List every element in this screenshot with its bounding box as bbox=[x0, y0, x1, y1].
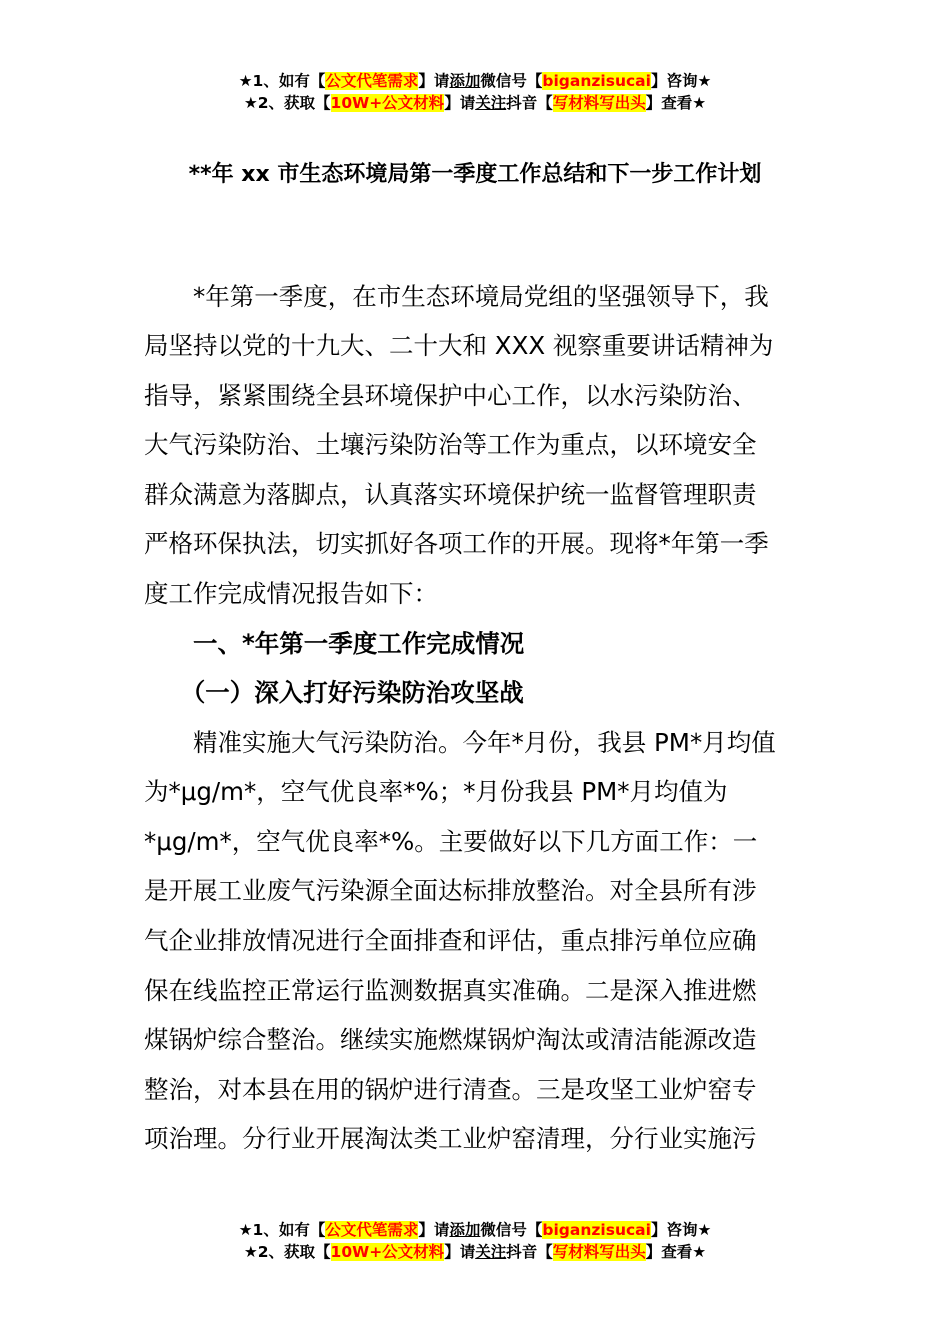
header-notice-line-1 bbox=[0, 70, 950, 92]
subsection-heading-1: （一）深入打好污染防治攻坚战 bbox=[144, 678, 524, 707]
wechat-id-highlight: biganzisucai bbox=[542, 72, 651, 90]
body-line: 精准实施大气污染防治。今年*月份，我县 PM*月均值 bbox=[144, 728, 776, 757]
notice-highlight: 10W+公文材料 bbox=[330, 1243, 445, 1261]
notice-highlight: 公文代笔需求 bbox=[325, 1221, 419, 1239]
body-line: 是开展工业废气污染源全面达标排放整治。对全县所有涉 bbox=[144, 876, 757, 905]
douyin-id-highlight: 写材料写出头 bbox=[552, 94, 646, 112]
notice-text: ★1、如有【 bbox=[238, 1221, 326, 1239]
footer-notice-line-1 bbox=[0, 1219, 950, 1241]
notice-text: ★2、获取【 bbox=[243, 94, 331, 112]
section-heading-1: 一、*年第一季度工作完成情况 bbox=[144, 629, 525, 658]
douyin-id-highlight: 写材料写出头 bbox=[552, 1243, 646, 1261]
body-line: *μg/m*，空气优良率*%。主要做好以下几方面工作：一 bbox=[144, 827, 758, 856]
notice-text: 】咨询★ bbox=[650, 1221, 712, 1239]
body-line: 整治，对本县在用的锅炉进行清查。三是攻坚工业炉窑专 bbox=[144, 1075, 757, 1104]
body-line: 大气污染防治、土壤污染防治等工作为重点，以环境安全 bbox=[144, 430, 757, 459]
notice-underlined: 关注 bbox=[475, 94, 507, 112]
notice-text: 】咨询★ bbox=[650, 72, 712, 90]
notice-text: ★2、获取【 bbox=[243, 1243, 331, 1261]
footer-notice bbox=[0, 1219, 950, 1263]
notice-text: 】查看★ bbox=[645, 1243, 707, 1261]
document-title: **年 xx 市生态环境局第一季度工作总结和下一步工作计划 bbox=[188, 162, 762, 187]
body-line: 严格环保执法，切实抓好各项工作的开展。现将*年第一季 bbox=[144, 529, 769, 558]
notice-text: 抖音【 bbox=[506, 94, 553, 112]
body-line: 煤锅炉综合整治。继续实施燃煤锅炉淘汰或清洁能源改造 bbox=[144, 1025, 757, 1054]
header-notice bbox=[0, 70, 950, 114]
notice-text: 】请 bbox=[418, 1221, 450, 1239]
body-line: 指导，紧紧围绕全县环境保护中心工作，以水污染防治、 bbox=[144, 381, 757, 410]
notice-underlined: 关注 bbox=[475, 1243, 507, 1261]
body-line: 项治理。分行业开展淘汰类工业炉窑清理，分行业实施污 bbox=[144, 1124, 757, 1153]
notice-text: 抖音【 bbox=[506, 1243, 553, 1261]
notice-text: 】请 bbox=[444, 1243, 476, 1261]
body-line: 保在线监控正常运行监测数据真实准确。二是深入推进燃 bbox=[144, 976, 757, 1005]
notice-text: 微信号【 bbox=[480, 72, 543, 90]
notice-text: ★1、如有【 bbox=[238, 72, 326, 90]
wechat-id-highlight: biganzisucai bbox=[542, 1221, 651, 1239]
notice-text: 】请 bbox=[444, 94, 476, 112]
body-line: 为*μg/m*，空气优良率*%；*月份我县 PM*月均值为 bbox=[144, 777, 728, 806]
notice-underlined: 添加 bbox=[449, 72, 481, 90]
notice-text: 】查看★ bbox=[645, 94, 707, 112]
body-line: 气企业排放情况进行全面排查和评估，重点排污单位应确 bbox=[144, 926, 757, 955]
notice-highlight: 公文代笔需求 bbox=[325, 72, 419, 90]
notice-text: 微信号【 bbox=[480, 1221, 543, 1239]
body-line: 群众满意为落脚点，认真落实环境保护统一监督管理职责 bbox=[144, 480, 757, 509]
notice-text: 】请 bbox=[418, 72, 450, 90]
notice-underlined: 添加 bbox=[449, 1221, 481, 1239]
body-line: *年第一季度，在市生态环境局党组的坚强领导下，我 bbox=[144, 282, 769, 311]
body-line: 局坚持以党的十九大、二十大和 XXX 视察重要讲话精神为 bbox=[144, 331, 774, 360]
notice-highlight: 10W+公文材料 bbox=[330, 94, 445, 112]
footer-notice-line-2 bbox=[0, 1241, 950, 1263]
body-line: 度工作完成情况报告如下： bbox=[144, 579, 438, 608]
header-notice-line-2 bbox=[0, 92, 950, 114]
